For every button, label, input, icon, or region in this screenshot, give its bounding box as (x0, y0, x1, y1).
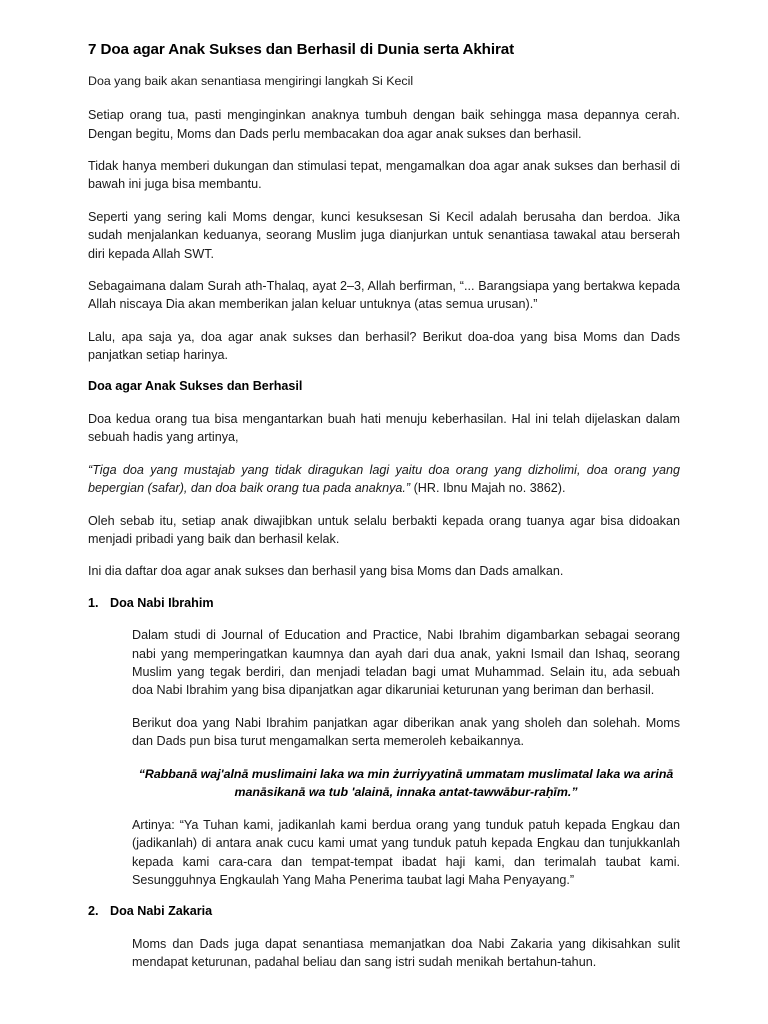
list-item (88, 903, 680, 971)
hadith-source: (HR. Ibnu Majah no. 3862). (410, 481, 566, 496)
section-heading: Doa agar Anak Sukses dan Berhasil (88, 379, 303, 394)
list-item-heading: Doa Nabi Ibrahim (110, 595, 214, 610)
dua-meaning: Artinya: “Ya Tuhan kami, jadikanlah kami berdua orang yang tunduk patuh kepada Engkau dan (jadikanlah) di antara anak cucu kami umat yang tunduk patuh kepada Engkau dan tunjukkanlah kepada kami cara-cara dan tempat-tempat ibadat haji kami, dan terimalah taubat kami. Sesungguhnya Engkaulah Yang Maha Penerima taubat lagi Maha Penyayang.” (132, 817, 680, 887)
paragraph-after-hadith: Oleh sebab itu, setiap anak diwajibkan untuk selalu berbakti kepada orang tuanya agar bisa didoakan menjadi pribadi yang baik dan berhasil kelak. (88, 513, 680, 546)
list-item-number: 1. (88, 595, 99, 610)
list-intro: Ini dia daftar doa agar anak sukses dan berhasil yang bisa Moms dan Dads amalkan. (88, 564, 564, 579)
list-item-heading: Doa Nabi Zakaria (110, 904, 213, 919)
hadith-block (88, 461, 680, 498)
section-intro: Doa kedua orang tua bisa mengantarkan buah hati menuju keberhasilan. Hal ini telah dijelaskan dalam sebuah hadis yang artinya, (88, 412, 680, 445)
dua-transliteration: “Rabbanā waj'alnā muslimaini laka wa min żurriyyatinā ummatam muslimatal laka wa arinā manāsikanā wa tub 'alainā, innaka antat-tawwābur-raḥīm.” (138, 766, 674, 800)
list-item-body-2: Berikut doa yang Nabi Ibrahim panjatkan agar diberikan anak yang sholeh dan solehah. Moms dan Dads pun bisa turut mengamalkan serta memeroleh kebaikannya. (132, 715, 680, 749)
article-deck: Doa yang baik akan senantiasa mengiringi langkah Si Kecil (88, 73, 414, 88)
list-item (88, 595, 680, 890)
paragraph-5: Lalu, apa saja ya, doa agar anak sukses dan berhasil? Berikut doa-doa yang bisa Moms dan Dads panjatkan setiap harinya. (88, 329, 680, 363)
doa-list (88, 595, 680, 972)
list-item-number: 2. (88, 904, 99, 919)
paragraph-3: Seperti yang sering kali Moms dengar, kunci kesuksesan Si Kecil adalah berusaha dan berdoa. Jika sudah menjalankan keduanya, seorang Muslim juga dianjurkan untuk senantiasa tawakal atau berserah diri kepada Allah SWT. (88, 209, 680, 261)
paragraph-2: Tidak hanya memberi dukungan dan stimulasi tepat, mengamalkan doa agar anak sukses dan berhasil di bawah ini juga bisa membantu. (88, 159, 680, 192)
page-title: 7 Doa agar Anak Sukses dan Berhasil di Dunia serta Akhirat (88, 41, 515, 58)
paragraph-4: Sebagaimana dalam Surah ath-Thalaq, ayat 2–3, Allah berfirman, “... Barangsiapa yang bertakwa kepada Allah niscaya Dia akan memberikan jalan keluar untuknya (atas semua urusan).” (88, 278, 680, 312)
list-item-content (110, 626, 680, 889)
hadith-quote: “Tiga doa yang mustajab yang tidak diragukan lagi yaitu doa orang yang dizholimi, doa orang yang bepergian (safar), dan doa baik orang tua pada anaknya.” (88, 462, 680, 496)
list-item-body-1: Moms dan Dads juga dapat senantiasa memanjatkan doa Nabi Zakaria yang dikisahkan sulit mendapat keturunan, padahal beliau dan sang istri sudah menikah bertahun-tahun. (132, 936, 680, 970)
paragraph-1: Setiap orang tua, pasti menginginkan anaknya tumbuh dengan baik sehingga masa depannya cerah. Dengan begitu, Moms dan Dads perlu membacakan doa agar anak sukses dan berhasil. (88, 108, 680, 141)
list-item-body-1: Dalam studi di Journal of Education and Practice, Nabi Ibrahim digambarkan sebagai seorang nabi yang memperingatkan kaumnya dan ayah dari dua anak, yakni Ismail dan Ishaq, seorang Muslim yang tegak berdiri, dan menjadi teladan bagi umat Muhammad. Selain itu, ada sebuah doa Nabi Ibrahim yang bisa dipanjatkan agar dikaruniai keturunan yang beriman dan berhasil. (132, 628, 680, 698)
list-item-content (110, 935, 680, 972)
